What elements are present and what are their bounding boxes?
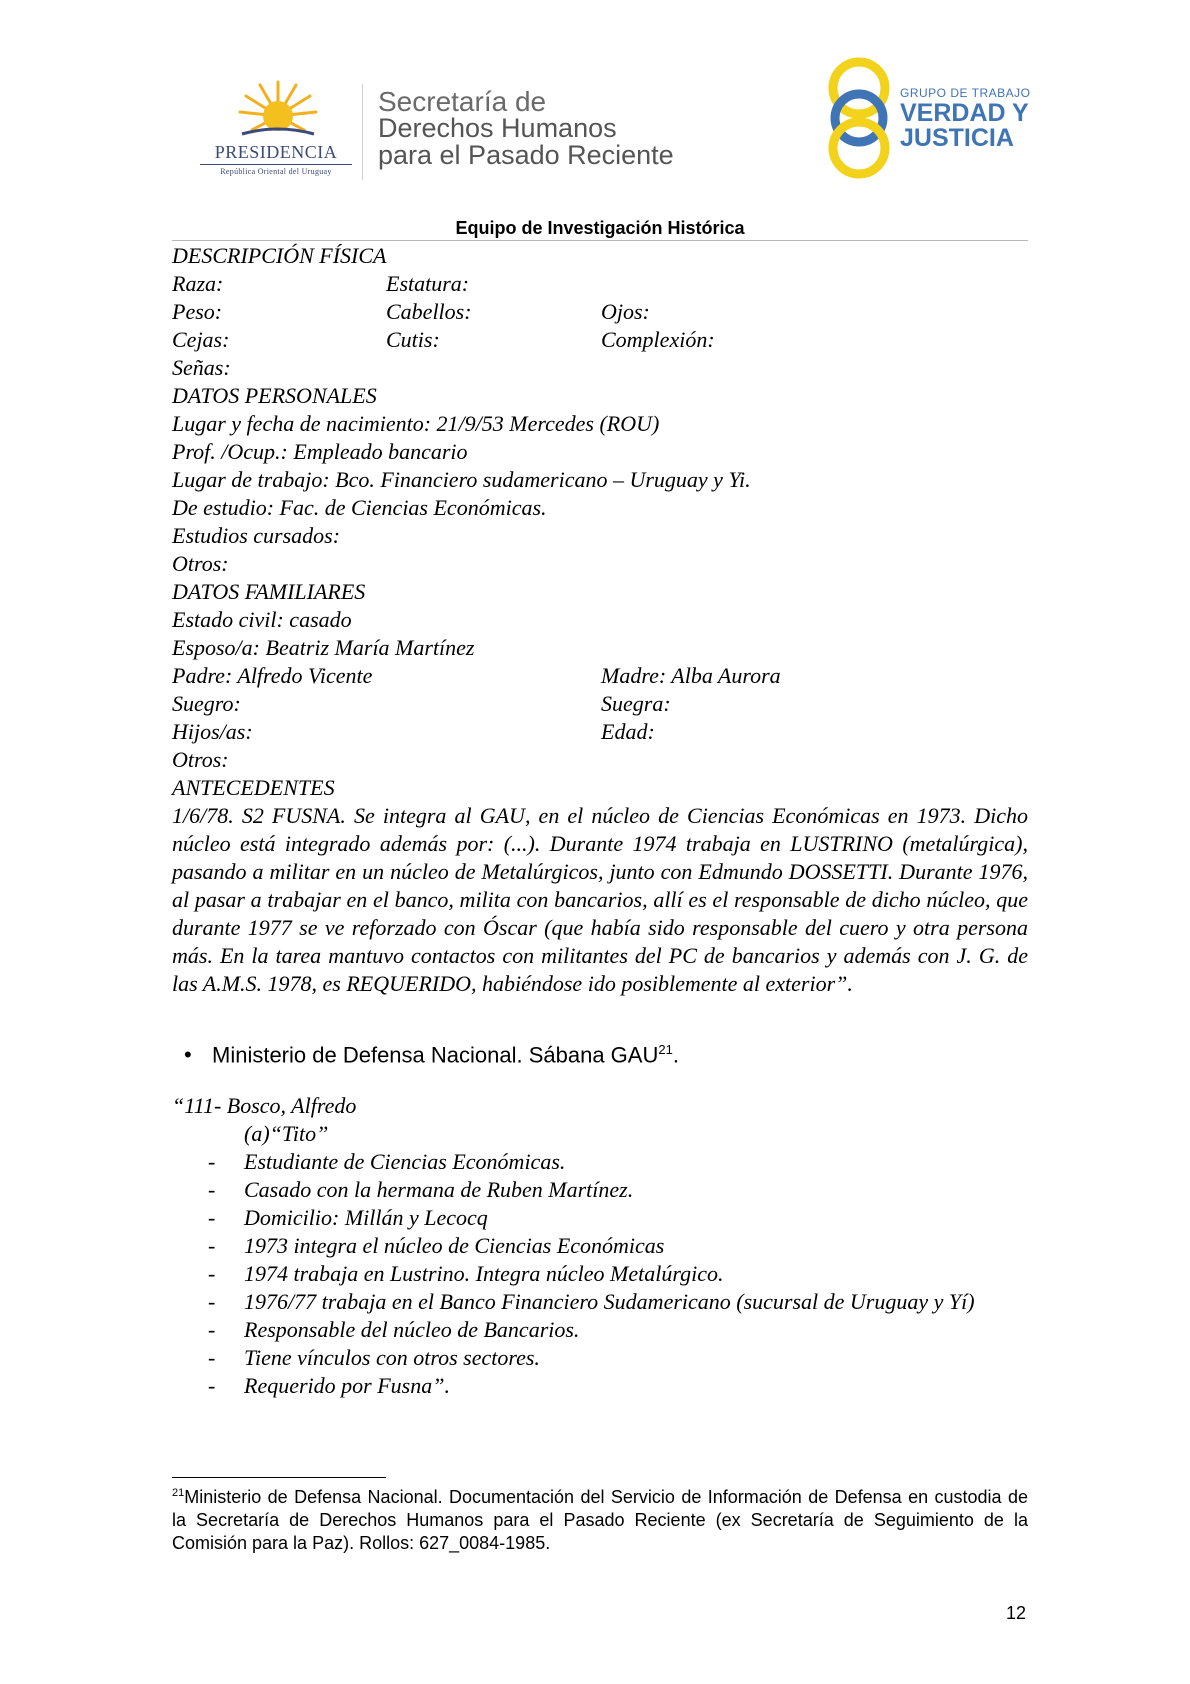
footnote-text: Ministerio de Defensa Nacional. Documentación del Servicio de Información de Defensa en custodia de la Secretaría de Derechos Humanos para el Pasado Reciente (ex Secretaría de Seguimiento de la Comisión para la Paz). Rollos: 627_0084-1985.	[172, 1487, 1028, 1553]
sabana-alias: (a)“Tito”	[244, 1121, 329, 1146]
team-header: Equipo de Investigación Histórica	[455, 218, 745, 238]
list-item	[172, 1288, 1028, 1316]
raza-label: Raza:	[172, 271, 224, 296]
personales-line: Estudios cursados:	[172, 523, 341, 548]
hijos: Hijos/as:	[172, 719, 253, 744]
suegro: Suegro:	[172, 691, 241, 716]
list-item	[172, 1344, 1028, 1372]
padres-row	[172, 662, 1028, 690]
dash-marker: -	[208, 1345, 216, 1370]
sun-emblem-icon	[238, 80, 318, 140]
dash-marker: -	[208, 1289, 216, 1314]
verdad-justicia-logo	[824, 56, 1034, 180]
cutis-label: Cutis:	[386, 327, 440, 352]
fisica-row-2	[172, 298, 1028, 326]
list-item-text: 1974 trabaja en Lustrino. Integra núcleo Metalúrgico.	[244, 1261, 724, 1286]
personales-line: De estudio: Fac. de Ciencias Económicas.	[172, 495, 547, 520]
presidencia-subtitle: República Oriental del Uruguay	[220, 167, 332, 176]
fisica-row-1	[172, 270, 1028, 298]
cejas-label: Cejas:	[172, 327, 230, 352]
sabana-entry	[172, 1092, 1028, 1400]
page-number: 12	[1006, 1603, 1027, 1623]
estado-civil: Estado civil: casado	[172, 607, 352, 632]
esposo: Esposo/a: Beatriz María Martínez	[172, 635, 475, 660]
list-item	[172, 1372, 1028, 1400]
list-item	[172, 1260, 1028, 1288]
footnote-separator	[172, 1477, 386, 1478]
presidencia-divider	[200, 164, 352, 165]
padre: Padre: Alfredo Vicente	[172, 663, 373, 688]
dash-marker: -	[208, 1317, 216, 1342]
antecedentes-heading: ANTECEDENTES	[172, 775, 335, 800]
list-item-text: Casado con la hermana de Ruben Martínez.	[244, 1177, 634, 1202]
list-item	[172, 1316, 1028, 1344]
dash-marker: -	[208, 1205, 216, 1230]
hijos-row	[172, 718, 1028, 746]
team-header-rule	[172, 240, 1028, 241]
source-bullet	[184, 1042, 679, 1068]
record-body	[172, 242, 1028, 998]
dash-marker: -	[208, 1177, 216, 1202]
header-divider	[362, 84, 363, 180]
suegra: Suegra:	[601, 691, 671, 716]
list-item-text: Requerido por Fusna”.	[244, 1373, 450, 1398]
senas-label: Señas:	[172, 355, 231, 380]
familiares-heading: DATOS FAMILIARES	[172, 579, 366, 604]
list-item-text: 1976/77 trabaja en el Banco Financiero Sudamericano (sucursal de Uruguay y Yí)	[244, 1289, 975, 1314]
list-item	[172, 1176, 1028, 1204]
list-item-text: Responsable del núcleo de Bancarios.	[244, 1317, 580, 1342]
list-item	[172, 1204, 1028, 1232]
list-item-text: Estudiante de Ciencias Económicas.	[244, 1149, 566, 1174]
suegros-row	[172, 690, 1028, 718]
personales-line: Otros:	[172, 551, 229, 576]
fisica-heading: DESCRIPCIÓN FÍSICA	[172, 243, 387, 268]
bullet-icon: •	[184, 1042, 192, 1067]
list-item-text: Tiene vínculos con otros sectores.	[244, 1345, 540, 1370]
antecedentes-text: 1/6/78. S2 FUSNA. Se integra al GAU, en el núcleo de Ciencias Económicas en 1973. Dicho núcleo está integrado además por: (...). Durante 1974 trabaja en LUSTRINO (metalúrgica), pasando a militar en un núcleo de Metalúrgicos, junto con Edmundo DOSSETTI. Durante 1976, al pasar a trabajar en el banco, milita con bancarios, allí es el responsable de dicho núcleo, que durante 1977 se ve reforzado con Óscar (que había sido responsable del cuero y otra persona más. En la tarea mantuvo contactos con militantes del PC de bancarios y además con J. G. de las A.M.S. 1978, es REQUERIDO, habiéndose ido posiblemente al exterior”.	[172, 803, 1028, 996]
secretaria-line-2: Derechos Humanos	[378, 113, 617, 143]
grupo-title-line-1: VERDAD Y	[900, 99, 1029, 127]
dash-marker: -	[208, 1233, 216, 1258]
ojos-label: Ojos:	[601, 299, 650, 324]
dash-marker: -	[208, 1373, 216, 1398]
estatura-label: Estatura:	[386, 271, 470, 296]
source-title: Ministerio de Defensa Nacional. Sábana GAU	[212, 1042, 659, 1068]
grupo-title-line-2: JUSTICIA	[900, 124, 1014, 152]
list-item-text: Domicilio: Millán y Lecocq	[244, 1205, 488, 1230]
personales-heading: DATOS PERSONALES	[172, 383, 377, 408]
fisica-row-3	[172, 326, 1028, 354]
footnote	[172, 1482, 1028, 1555]
complexion-label: Complexión:	[601, 327, 715, 352]
familiares-otros: Otros:	[172, 747, 229, 772]
personales-line: Lugar de trabajo: Bco. Financiero sudamericano – Uruguay y Yi.	[172, 467, 751, 492]
footnote-number: 21	[172, 1487, 185, 1499]
presidencia-logo	[196, 80, 356, 180]
madre: Madre: Alba Aurora	[601, 663, 781, 688]
personales-line: Prof. /Ocup.: Empleado bancario	[172, 439, 468, 464]
edad: Edad:	[601, 719, 655, 744]
personales-line: Lugar y fecha de nacimiento: 21/9/53 Mercedes (ROU)	[172, 411, 660, 436]
secretaria-line-3: para el Pasado Reciente	[378, 140, 674, 170]
secretaria-line-1: Secretaría de	[378, 86, 547, 117]
sabana-title: “111- Bosco, Alfredo	[172, 1093, 357, 1118]
linked-rings-icon	[824, 56, 894, 180]
grupo-label: GRUPO DE TRABAJO	[900, 86, 1031, 100]
presidencia-name: PRESIDENCIA	[214, 142, 338, 162]
source-end: .	[672, 1042, 679, 1068]
list-item-text: 1973 integra el núcleo de Ciencias Económicas	[244, 1233, 665, 1258]
list-item	[172, 1148, 1028, 1176]
secretaria-logo-text	[378, 88, 674, 169]
peso-label: Peso:	[172, 299, 223, 324]
dash-marker: -	[208, 1149, 216, 1174]
list-item	[172, 1232, 1028, 1260]
dash-marker: -	[208, 1261, 216, 1286]
footnote-ref[interactable]: 21	[658, 1042, 673, 1057]
cabellos-label: Cabellos:	[386, 299, 472, 324]
